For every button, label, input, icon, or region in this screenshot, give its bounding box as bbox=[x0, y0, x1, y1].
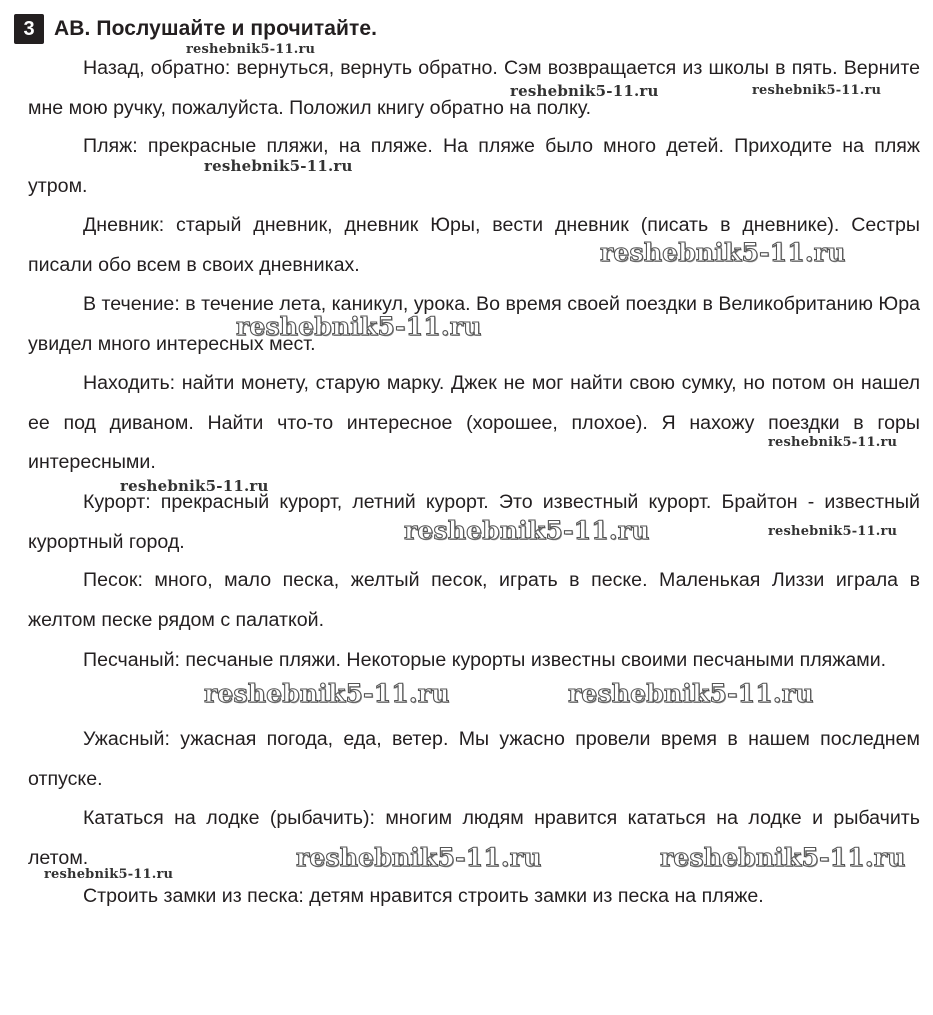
paragraph-during: В течение: в течение лета, каникул, урока. Во время своей поездки в Великобританию Юра увидел много интересных мест. bbox=[28, 293, 920, 355]
watermark: reshebnik5-11.ru bbox=[568, 679, 814, 708]
watermark: reshebnik5-11.ru bbox=[120, 477, 269, 495]
watermark: reshebnik5-11.ru bbox=[600, 238, 846, 267]
watermark: reshebnik5-11.ru bbox=[768, 524, 898, 539]
watermark: reshebnik5-11.ru bbox=[186, 42, 316, 57]
watermark: reshebnik5-11.ru bbox=[204, 157, 353, 175]
paragraph-resort: Курорт: прекрасный курорт, летний курорт. Это известный курорт. Брайтон - известный курортный город. bbox=[28, 491, 920, 553]
paragraph-beach: Пляж: прекрасные пляжи, на пляже. На пляже было много детей. Приходите на пляж утром. bbox=[28, 135, 920, 197]
watermark: reshebnik5-11.ru bbox=[296, 843, 542, 872]
paragraph-boating: Кататься на лодке (рыбачить): многим людям нравится кататься на лодке и рыбачить летом. bbox=[28, 807, 920, 869]
watermark: reshebnik5-11.ru bbox=[660, 843, 906, 872]
watermark: reshebnik5-11.ru bbox=[44, 867, 174, 882]
paragraph-back: Назад, обратно: вернуться, вернуть обратно. Сэм возвращается из школы в пять. Верните мне мою ручку, пожалуйста. Положил книгу обратно на полку. bbox=[28, 57, 920, 119]
watermark: reshebnik5-11.ru bbox=[204, 679, 450, 708]
task-number-badge: 3 bbox=[14, 14, 44, 44]
watermark: reshebnik5-11.ru bbox=[236, 312, 482, 341]
task-header bbox=[14, 13, 377, 45]
task-title: AB. Послушайте и прочитайте. bbox=[54, 17, 378, 40]
paragraph-sandy: Песчаный: песчаные пляжи. Некоторые курорты известны своими песчаными пляжами. bbox=[83, 649, 887, 671]
watermark: reshebnik5-11.ru bbox=[752, 83, 882, 98]
paragraph-sandcastles: Строить замки из песка: детям нравится строить замки из песка на пляже. bbox=[83, 885, 764, 907]
watermark: reshebnik5-11.ru bbox=[510, 82, 659, 100]
paragraph-sand: Песок: много, мало песка, желтый песок, играть в песке. Маленькая Лиззи играла в желтом песке рядом с палаткой. bbox=[28, 569, 920, 631]
watermark: reshebnik5-11.ru bbox=[404, 516, 650, 545]
paragraph-find: Находить: найти монету, старую марку. Джек не мог найти свою сумку, но потом он нашел ее под диваном. Найти что-то интересное (хорошее, плохое). Я нахожу поездки в горы интересными. bbox=[28, 372, 920, 473]
paragraph-diary: Дневник: старый дневник, дневник Юры, вести дневник (писать в дневнике). Сестры писали обо всем в своих дневниках. bbox=[28, 214, 920, 276]
paragraph-terrible: Ужасный: ужасная погода, еда, ветер. Мы ужасно провели время в нашем последнем отпуске. bbox=[28, 728, 920, 790]
watermark: reshebnik5-11.ru bbox=[768, 435, 898, 450]
